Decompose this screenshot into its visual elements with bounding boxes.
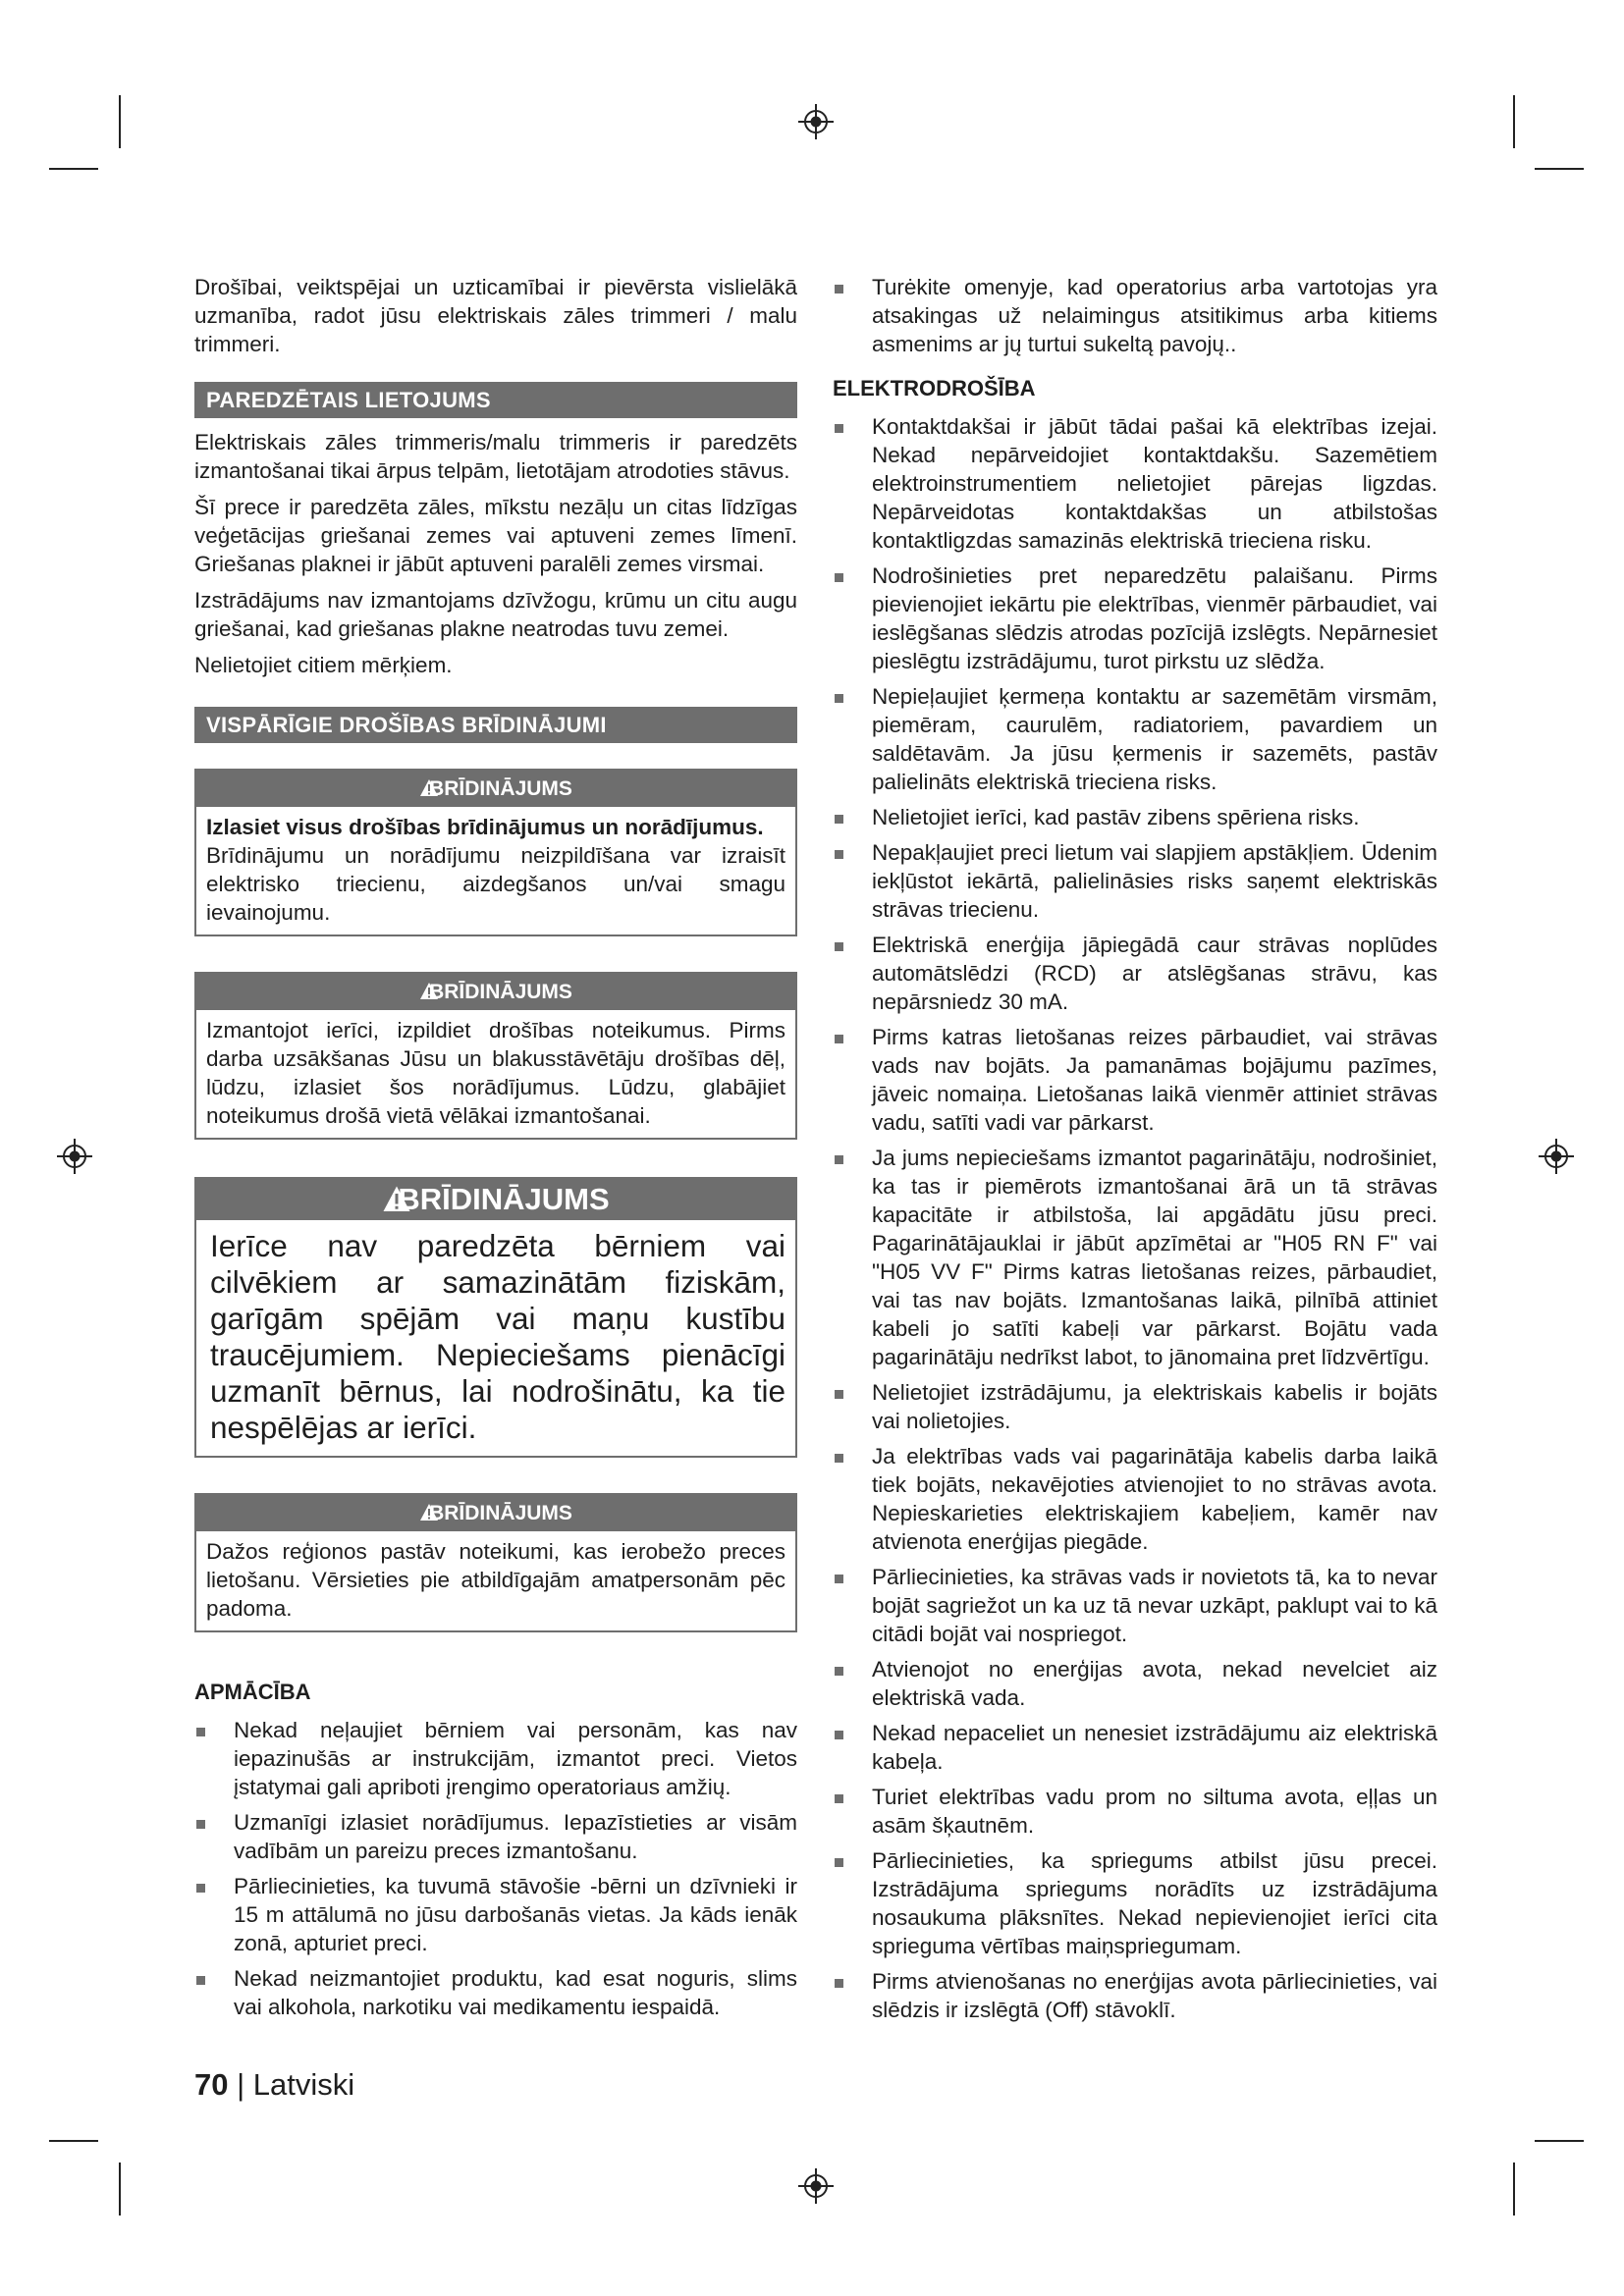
left-column (194, 273, 797, 2028)
list-item: Pirms atvienošanas no enerģijas avota pārliecinieties, vai slēdzis ir izslēgtā (Off) stāvoklī. (833, 1967, 1437, 2024)
intended-use-paragraph: Šī prece ir paredzēta zāles, mīkstu nezāļu un citas līdzīgas veģetācijas griešanai zemes vai aptuveni zemes līmenī. Griešanas plaknei ir jābūt aptuveni paralēli zemes virsmai. (194, 495, 797, 576)
crop-mark (1513, 95, 1515, 148)
crop-mark (49, 168, 98, 170)
warning-box (194, 972, 797, 1140)
warning-text: Brīdinājumu un norādījumu neizpildīšana var izraisīt elektrisko triecienu, aizdegšanos un/vai smagu ievainojumu. (206, 843, 785, 925)
responsibility-list (833, 273, 1437, 358)
section-heading-general-safety: VISPĀRĪGIE DROŠĪBAS BRĪDINĀJUMI (194, 707, 797, 743)
list-item: Nekad neļaujiet bērniem vai personām, kas nav iepazinušās ar instrukcijām, izmantot preci. Vietos įstatymai gali apriboti įrengimo operatoriaus amžių. (194, 1716, 797, 1801)
list-item: Nepakļaujiet preci lietum vai slapjiem apstākļiem. Ūdenim iekļūstot iekārtā, palielināsies risks saņemt elektriskās strāvas triecienu. (833, 838, 1437, 924)
list-item: Pārliecinieties, ka strāvas vads ir novietots tā, ka to nevar bojāt sagriežot un ka uz tā nevar uzkāpt, paklupt vai to kā citādi bojāt vai nospriegot. (833, 1563, 1437, 1648)
warning-header (196, 974, 795, 1010)
warning-body (196, 1220, 795, 1456)
warning-title: BRĪDINĀJUMS (398, 1182, 610, 1216)
list-item: Nepieļaujiet ķermeņa kontaktu ar sazemētām virsmām, piemēram, caurulēm, radiatoriem, pavardiem un saldētavām. Ja jūsu ķermenis ir sazemēts, pastāv palielināts elektriskā trieciena risks. (833, 682, 1437, 796)
list-item: Elektriskā enerģija jāpiegādā caur strāvas noplūdes automātslēdzi (RCD) ar atslēgšanas strāvu, kas nepārsniedz 30 mA. (833, 931, 1437, 1016)
crop-mark (49, 2140, 98, 2142)
intended-use-paragraph: Elektriskais zāles trimmeris/malu trimmeris ir paredzēts izmantošanai tikai ārpus telpām, lietotājam atrodoties stāvus. (194, 430, 797, 483)
warning-body (196, 807, 795, 934)
warning-body (196, 1531, 795, 1630)
footer-language: Latviski (252, 2067, 355, 2102)
warning-header (196, 771, 795, 807)
electrical-safety-list (833, 412, 1437, 2024)
page-number: 70 (194, 2067, 229, 2102)
list-item: Pārliecinieties, ka spriegums atbilst jūsu precei. Izstrādājuma spriegums norādīts uz izstrādājuma nosaukuma plāksnītes. Nekad nepievienojiet ierīci cita sprieguma vērtības maiņspriegumam. (833, 1846, 1437, 1960)
intended-use-paragraph: Nelietojiet citiem mērķiem. (194, 653, 453, 677)
subheading-training: APMĀCĪBA (194, 1680, 311, 1704)
crop-mark (119, 2163, 121, 2216)
list-item: Nelietojiet izstrādājumu, ja elektriskais kabelis ir bojāts vai nolietojies. (833, 1378, 1437, 1435)
right-column (833, 273, 1437, 2031)
crop-mark (1513, 2163, 1515, 2216)
warning-header (196, 1179, 795, 1220)
warning-box (194, 769, 797, 936)
list-item: Ja elektrības vads vai pagarinātāja kabelis darba laikā tiek bojāts, nekavējoties atvienojiet to no strāvas avota. Nepieskarieties elektriskajiem kabeļiem, kamēr nav atvienota enerģijas piegāde. (833, 1442, 1437, 1556)
list-item: Kontaktdakšai ir jābūt tādai pašai kā elektrības izejai. Nekad nepārveidojiet kontaktdakšu. Sazemētiem elektroinstrumentiem nelietojiet pārejas ligzdas. Nepārveidotas kontaktdakšas un atbilstošas kontaktligzdas samazinās elektriskā trieciena risku. (833, 412, 1437, 555)
warning-header (196, 1495, 795, 1531)
footer-separator: | (237, 2067, 245, 2102)
list-item: Nelietojiet ierīci, kad pastāv zibens spēriena risks. (833, 803, 1437, 831)
subheading-electrical-safety: ELEKTRODROŠĪBA (833, 376, 1036, 400)
crop-mark (1535, 168, 1584, 170)
crop-mark (119, 95, 121, 148)
list-item: Pirms katras lietošanas reizes pārbaudiet, vai strāvas vads nav bojāts. Ja pamanāmas bojājumu pazīmes, jāveic nomaiņa. Lietošanas laikā vienmēr attiniet strāvas vadu, satīti vadi var pārkarst. (833, 1023, 1437, 1137)
warning-text: Izmantojot ierīci, izpildiet drošības noteikumus. Pirms darba uzsākšanas Jūsu un blakusstāvētāju drošības dēļ, lūdzu, izlasiet šos norādījumus. Lūdzu, glabājiet noteikumus drošā vietā vēlākai izmantošanai. (206, 1018, 785, 1128)
warning-title: BRĪDINĀJUMS (429, 777, 572, 800)
warning-title: BRĪDINĀJUMS (429, 981, 572, 1003)
list-item: Nekad neizmantojiet produktu, kad esat noguris, slims vai alkohola, narkotiku vai medikamentu iespaidā. (194, 1964, 797, 2021)
warning-bold-text: Izlasiet visus drošības brīdinājumus un norādījumus. (206, 815, 764, 839)
warning-title: BRĪDINĀJUMS (429, 1502, 572, 1524)
list-item: Ja jums nepieciešams izmantot pagarinātāju, nodrošiniet, ka tas ir piemērots izmantošanai ārā un tā strāvas kapacitāte ir atbilstoša, lai apgādātu jūsu preci. Pagarinātājauklai ir jābūt apzīmētai ar "H05 RN F" vai "H05 VV F" Pirms katras lietošanas reizes, pārbaudiet, vai tas nav bojāts. Izmantošanas laikā, pilnībā attiniet kabeli jo satīti kabeļi var pārkarst. Bojātu vada pagarinātāju nedrīkst labot, to jānomaina pret līdzvērtīgu. (833, 1144, 1437, 1371)
list-item: Uzmanīgi izlasiet norādījumus. Iepazīstieties ar visām vadībām un pareizu preces izmantošanu. (194, 1808, 797, 1865)
list-item: Nodrošinieties pret neparedzētu palaišanu. Pirms pievienojiet iekārtu pie elektrības, vienmēr pārbaudiet, vai ieslēgšanas slēdzis atrodas pozīcijā izslēgts. Nepārnesiet pieslēgtu izstrādājumu, turot pirkstu uz slēdža. (833, 561, 1437, 675)
intended-use-paragraph: Izstrādājums nav izmantojams dzīvžogu, krūmu un citu augu griešanai, kad griešanas plakne neatrodas tuvu zemei. (194, 588, 797, 641)
intro-paragraph: Drošībai, veiktspējai un uzticamībai ir pievērsta vislielākā uzmanība, radot jūsu elektriskais zāles trimmeri / malu trimmeri. (194, 275, 797, 356)
list-item: Pārliecinieties, ka tuvumā stāvošie -bērni un dzīvnieki ir 15 m attālumā no jūsu darbošanās vietas. Ja kāds ienāk zonā, apturiet preci. (194, 1872, 797, 1957)
training-list (194, 1716, 797, 2021)
registration-mark-icon (1537, 1137, 1576, 1176)
section-heading-intended-use: PAREDZĒTAIS LIETOJUMS (194, 382, 797, 418)
warning-box (194, 1493, 797, 1632)
warning-text: Dažos reģionos pastāv noteikumi, kas ierobežo preces lietošanu. Vērsieties pie atbildīgajām amatpersonām pēc padoma. (206, 1539, 785, 1621)
registration-mark-icon (796, 2166, 836, 2206)
warning-box-large (194, 1177, 797, 1458)
list-item: Nekad nepaceliet un nenesiet izstrādājumu aiz elektriskā kabeļa. (833, 1719, 1437, 1776)
list-item: Turiet elektrības vadu prom no siltuma avota, eļļas un asām šķautnēm. (833, 1783, 1437, 1840)
crop-mark (1535, 2140, 1584, 2142)
list-item: Turėkite omenyje, kad operatorius arba vartotojas yra atsakingas už nelaimingus atsitikimus arba kitiems asmenims ar jų turtui sukeltą pavojų.. (833, 273, 1437, 358)
warning-body (196, 1010, 795, 1138)
registration-mark-icon (796, 102, 836, 141)
page-footer (194, 2067, 354, 2103)
list-item: Atvienojot no enerģijas avota, nekad nevelciet aiz elektriskā vada. (833, 1655, 1437, 1712)
registration-mark-icon (55, 1137, 94, 1176)
warning-text: Ierīce nav paredzēta bērniem vai cilvēkiem ar samazinātām fiziskām, garīgām spējām vai maņu kustību traucējumiem. Nepieciešams pienācīgi uzmanīt bērnus, lai nodrošinātu, ka tie nespēlējas ar ierīci. (210, 1228, 785, 1445)
